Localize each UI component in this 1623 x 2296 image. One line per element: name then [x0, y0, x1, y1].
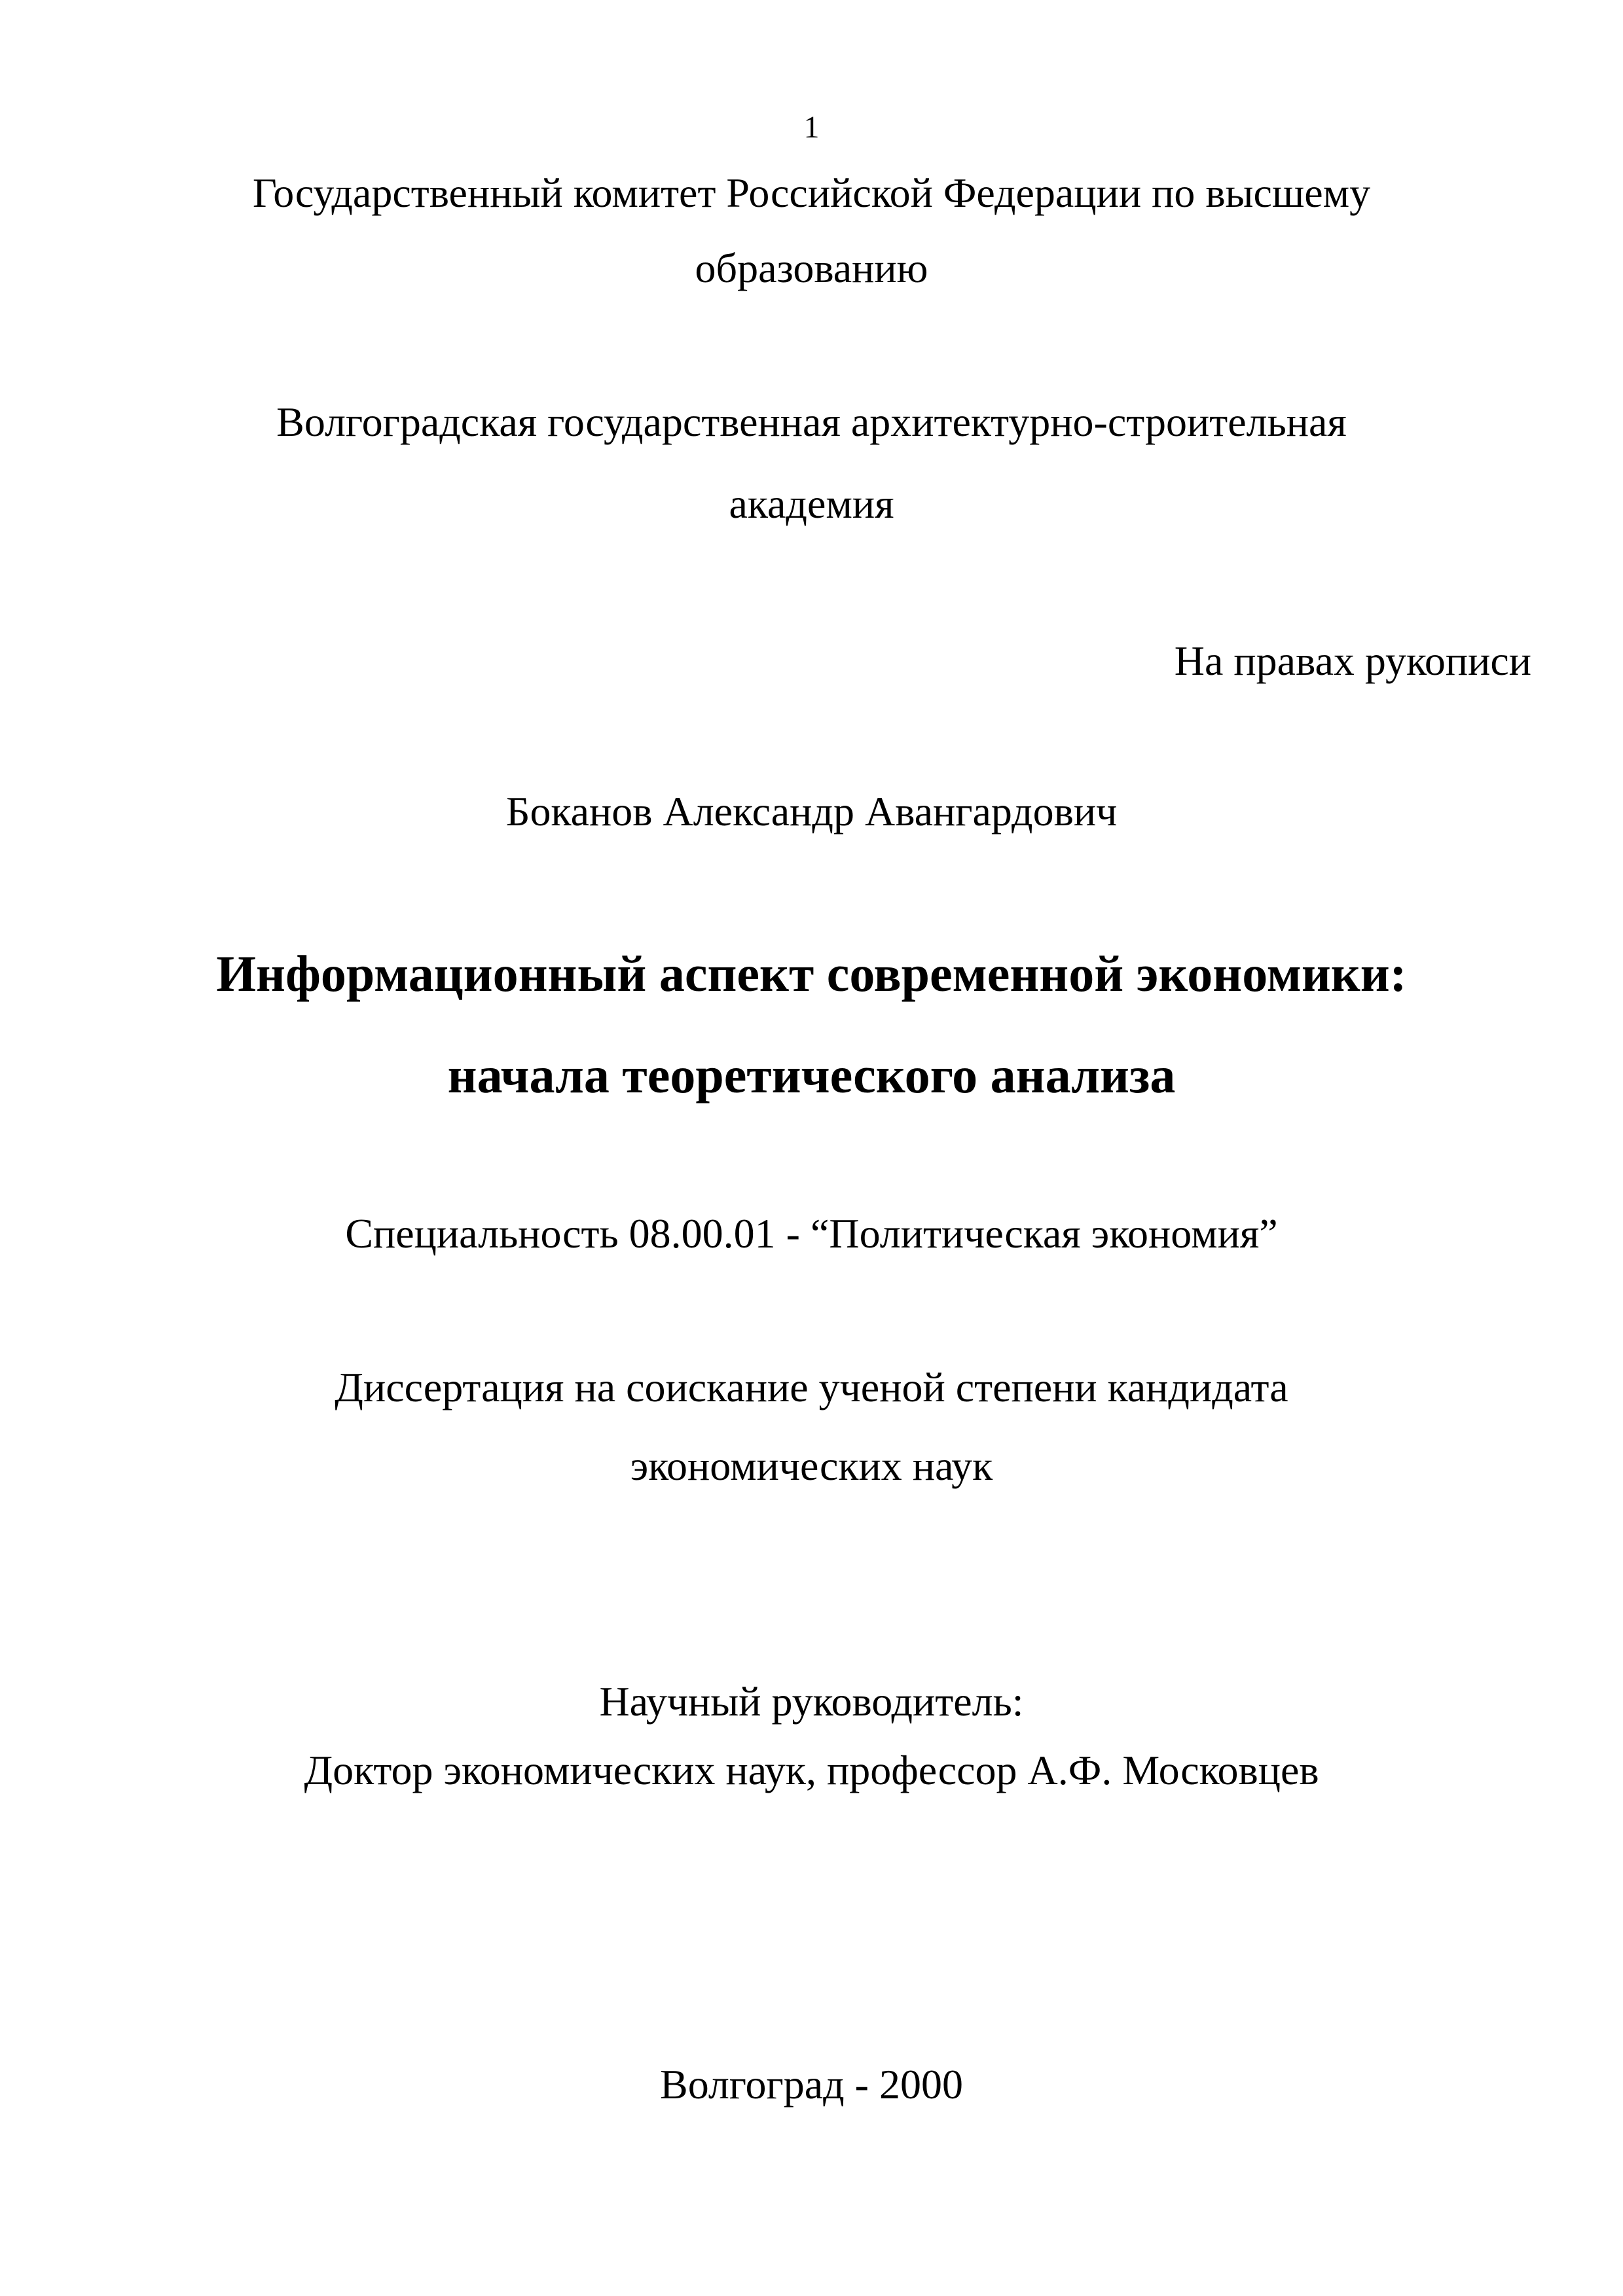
page-number: 1 — [803, 110, 820, 145]
dissertation-title-line-2: начала теоретического анализа — [447, 1047, 1176, 1103]
dissertation-title-line-1: Информационный аспект современной экономики: — [216, 945, 1407, 1002]
author-name: Боканов Александр Авангардович — [505, 788, 1118, 834]
committee-line-1: Государственный комитет Российской Федерации по высшему — [252, 170, 1371, 216]
manuscript-note: На правах рукописи — [1174, 637, 1531, 684]
supervisor-name: Доктор экономических наук, профессор А.Ф. Московцев — [304, 1747, 1319, 1793]
city-year: Волгоград - 2000 — [660, 2061, 963, 2108]
academy-line-1: Волгоградская государственная архитектурно-строительная — [276, 399, 1347, 445]
committee-line-2: образованию — [695, 245, 928, 291]
supervisor-label: Научный руководитель: — [599, 1678, 1024, 1725]
academy-line-2: академия — [729, 480, 894, 527]
dissertation-line-2: экономических наук — [630, 1443, 993, 1489]
specialty-line: Специальность 08.00.01 - “Политическая экономия” — [345, 1210, 1278, 1257]
dissertation-line-1: Диссертация на соискание ученой степени кандидата — [335, 1364, 1288, 1410]
